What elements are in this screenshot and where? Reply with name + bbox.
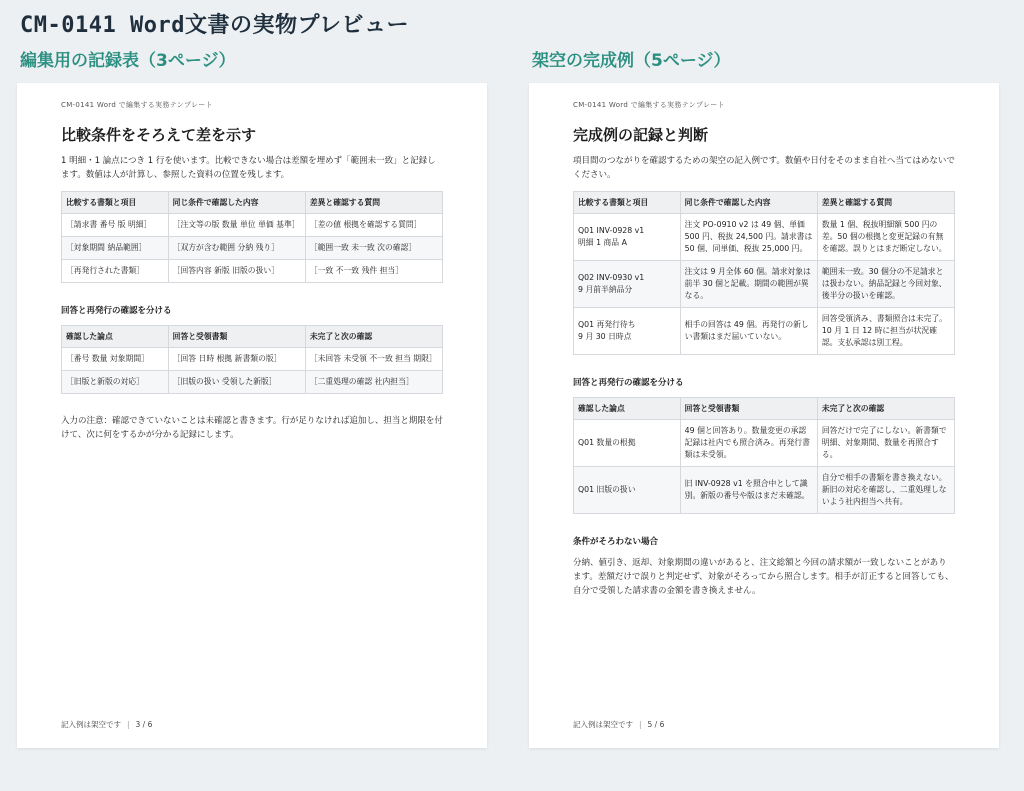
table-cell: Q02 INV-0930 v1 9 月前半納品分 bbox=[574, 261, 681, 308]
table-cell[interactable]: ［番号 数量 対象期間］ bbox=[62, 348, 169, 371]
table-cell[interactable]: ［再発行された書類］ bbox=[62, 260, 169, 283]
table-cell: 回答受領済み、書類照合は未完了。10 月 1 日 12 時に担当が状況確認。支払承認は別工程。 bbox=[817, 308, 954, 355]
table-cell: 49 個と回答あり。数量変更の承認記録は社内でも照合済み。再発行書類は未受領。 bbox=[680, 420, 817, 467]
table-cell[interactable]: ［注文等の版 数量 単位 単価 基準］ bbox=[168, 214, 305, 237]
lead-paragraph: 1 明細・1 論点につき 1 行を使います。比較できない場合は差額を埋めず「範囲未一致」と記録します。数値は人が計算し、参照した資料の位置を残します。 bbox=[61, 156, 436, 180]
table-cell: 回答だけで完了にしない。新書類で明細、対象期間、数量を再照合する。 bbox=[817, 420, 954, 467]
table-cell: 注文 PO-0910 v2 は 49 個、単価 500 円、税抜 24,500 円。請求書は 50 個、同単価、税抜 25,000 円。 bbox=[680, 214, 817, 261]
table-row bbox=[574, 420, 955, 467]
page-number: 3 / 6 bbox=[135, 720, 153, 729]
table-cell: 相手の回答は 49 個。再発行の新しい書類はまだ届いていない。 bbox=[680, 308, 817, 355]
page-number: 5 / 6 bbox=[647, 720, 665, 729]
table-row bbox=[62, 214, 443, 237]
page-footer: 記入例は架空です | 3 / 6 bbox=[61, 720, 153, 729]
table-cell[interactable]: ［請求書 番号 版 明細］ bbox=[62, 214, 169, 237]
table-cell[interactable]: ［未回答 未受領 不一致 担当 期限］ bbox=[305, 348, 442, 371]
table-row bbox=[62, 237, 443, 260]
column-header: 回答と受領書類 bbox=[680, 398, 817, 420]
table-cell[interactable]: ［差の値 根拠を確認する質問］ bbox=[305, 214, 442, 237]
table-cell: 範囲未一致。30 個分の不足請求とは扱わない。納品記録と今回対象、後半分の扱いを確認。 bbox=[817, 261, 954, 308]
response-table bbox=[61, 325, 443, 394]
page-heading: 完成例の記録と判断 bbox=[573, 126, 709, 144]
table-cell[interactable]: ［範囲一致 未一致 次の確認］ bbox=[305, 237, 442, 260]
table-cell[interactable]: ［一致 不一致 残件 担当］ bbox=[305, 260, 442, 283]
column-header: 未完了と次の確認 bbox=[305, 326, 442, 348]
left-section-label: 編集用の記録表（3ページ） bbox=[20, 51, 236, 71]
subheading: 回答と再発行の確認を分ける bbox=[573, 378, 684, 388]
column-header: 確認した論点 bbox=[62, 326, 169, 348]
comparison-table bbox=[61, 191, 443, 283]
column-header: 確認した論点 bbox=[574, 398, 681, 420]
table-cell: Q01 旧版の扱い bbox=[574, 467, 681, 514]
left-document-page bbox=[17, 83, 487, 748]
lead-paragraph: 項目間のつながりを確認するための架空の記入例です。数値や日付をそのまま自社へ当てはめないでください。 bbox=[573, 156, 955, 180]
subheading: 回答と再発行の確認を分ける bbox=[61, 306, 172, 316]
running-head: CM-0141 Word で編集する実務テンプレート bbox=[61, 101, 213, 109]
page-footer: 記入例は架空です | 5 / 6 bbox=[573, 720, 665, 729]
table-cell[interactable]: ［対象期間 納品範囲］ bbox=[62, 237, 169, 260]
running-head: CM-0141 Word で編集する実務テンプレート bbox=[573, 101, 725, 109]
footer-text: 記入例は架空です bbox=[61, 720, 121, 729]
table-cell: Q01 INV-0928 v1 明細 1 商品 A bbox=[574, 214, 681, 261]
column-header: 差異と確認する質問 bbox=[817, 192, 954, 214]
table-cell: 自分で相手の書類を書き換えない。新旧の対応を確認し、二重処理しないよう社内担当へ共有。 bbox=[817, 467, 954, 514]
column-header: 同じ条件で確認した内容 bbox=[168, 192, 305, 214]
column-header: 未完了と次の確認 bbox=[817, 398, 954, 420]
column-header: 回答と受領書類 bbox=[168, 326, 305, 348]
table-row bbox=[574, 308, 955, 355]
table-cell[interactable]: ［旧版と新版の対応］ bbox=[62, 371, 169, 394]
table-cell: Q01 再発行待ち 9 月 30 日時点 bbox=[574, 308, 681, 355]
table-row bbox=[62, 371, 443, 394]
table-row bbox=[62, 348, 443, 371]
table-cell[interactable]: ［二重処理の確認 社内担当］ bbox=[305, 371, 442, 394]
column-header: 比較する書類と項目 bbox=[62, 192, 169, 214]
table-cell: 旧 INV-0928 v1 を照合中として識別。新版の番号や版はまだ未確認。 bbox=[680, 467, 817, 514]
table-cell: 注文は 9 月全体 60 個。請求対象は前半 30 個と記載。期間の範囲が異なる。 bbox=[680, 261, 817, 308]
right-document-page bbox=[529, 83, 999, 748]
table-row bbox=[574, 261, 955, 308]
right-section-label: 架空の完成例（5ページ） bbox=[532, 51, 731, 71]
subheading: 条件がそろわない場合 bbox=[573, 537, 659, 547]
footer-text: 記入例は架空です bbox=[573, 720, 633, 729]
column-header: 同じ条件で確認した内容 bbox=[680, 192, 817, 214]
column-header: 差異と確認する質問 bbox=[305, 192, 442, 214]
table-cell[interactable]: ［旧版の扱い 受領した新版］ bbox=[168, 371, 305, 394]
response-table bbox=[573, 397, 955, 514]
input-note: 入力の注意：確認できていないことは未確認と書きます。行が足りなければ追加し、担当と期限を付けて、次に何をするかが分かる記録にします。 bbox=[61, 416, 443, 440]
table-row bbox=[574, 214, 955, 261]
page-title: CM-0141 Word文書の実物プレビュー bbox=[20, 13, 410, 38]
table-row bbox=[574, 467, 955, 514]
table-row bbox=[62, 260, 443, 283]
table-cell: Q01 数量の根拠 bbox=[574, 420, 681, 467]
comparison-table bbox=[573, 191, 955, 355]
table-cell[interactable]: ［回答内容 新版 旧版の扱い］ bbox=[168, 260, 305, 283]
condition-paragraph: 分納、値引き、返却、対象期間の違いがあると、注文総額と今回の請求額が一致しないことがあります。差額だけで誤りと判定せず、対象がそろってから照合します。相手が訂正すると回答しても、自分で受領した請求書の金額を書き換えません。 bbox=[573, 558, 954, 596]
table-cell[interactable]: ［双方が含む範囲 分納 残り］ bbox=[168, 237, 305, 260]
table-cell[interactable]: ［回答 日時 根拠 新書類の版］ bbox=[168, 348, 305, 371]
column-header: 比較する書類と項目 bbox=[574, 192, 681, 214]
table-cell: 数量 1 個、税抜明細額 500 円の差。50 個の根拠と変更記録の有無を確認。誤りとはまだ断定しない。 bbox=[817, 214, 954, 261]
page-heading: 比較条件をそろえて差を示す bbox=[61, 126, 257, 144]
